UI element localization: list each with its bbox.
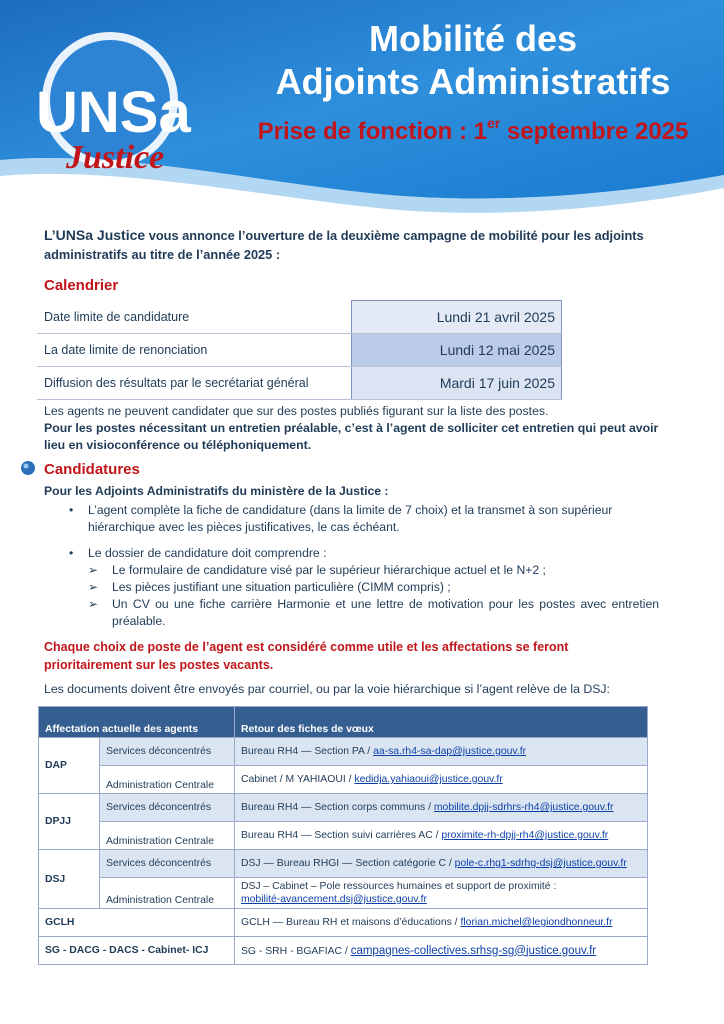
email-link[interactable]: campagnes-collectives.srhsg-sg@justice.gouv.fr xyxy=(350,944,597,957)
subtitle-post: septembre 2025 xyxy=(500,118,689,145)
sub-list-item xyxy=(44,579,659,596)
calendar-table xyxy=(37,300,562,400)
email-link[interactable]: proximite-rh-dpjj-rh4@justice.gouv.fr xyxy=(441,830,609,841)
candidatures-lead: Pour les Adjoints Administratifs du ministère de la Justice : xyxy=(44,484,389,498)
table-row xyxy=(39,822,648,850)
table-row xyxy=(39,878,648,909)
contact-text: Cabinet / M YAHIAOUI / xyxy=(241,774,355,785)
affectation-table xyxy=(38,706,648,965)
table-row xyxy=(39,738,648,766)
org-dpjj: DPJJ xyxy=(39,794,100,850)
table-row xyxy=(39,937,648,965)
notes-line-1: Les agents ne peuvent candidater que sur des postes publiés figurant sur la liste des postes. xyxy=(44,404,549,418)
contact-cell xyxy=(235,937,648,965)
logo-text-justice: Justice xyxy=(66,139,165,176)
table-row xyxy=(39,766,648,794)
calendar-row xyxy=(37,301,562,334)
org-sg: SG - DACG - DACS - Cabinet- ICJ xyxy=(39,937,235,965)
bullet-1-text: L’agent complète la fiche de candidature (dans la limite de 7 choix) et la transmet à son supérieur hiérarchique avec les pièces justificatives, le cas échéant. xyxy=(88,503,613,534)
table-header-row xyxy=(39,707,648,738)
table-row xyxy=(39,794,648,822)
title-line-1: Mobilité des xyxy=(368,18,578,59)
contact-cell xyxy=(235,909,648,937)
calendar-date: Lundi 21 avril 2025 xyxy=(352,301,562,334)
unsa-justice-logo xyxy=(30,20,205,180)
email-link[interactable]: kedidja.yahiaoui@justice.gouv.fr xyxy=(354,774,503,785)
subtitle xyxy=(238,110,708,147)
org-dap: DAP xyxy=(39,738,100,794)
table-row xyxy=(39,909,648,937)
calendar-label: Diffusion des résultats par le secrétariat général xyxy=(37,367,352,400)
notes-line-2: Pour les postes nécessitant un entretien préalable, c’est à l’agent de solliciter cet entretien qui peut avoir lieu en visioconférence ou téléphoniquement. xyxy=(44,421,659,452)
email-link[interactable]: mobilité-avancement.dsj@justice.gouv.fr xyxy=(241,894,427,905)
type-cell: Services déconcentrés xyxy=(100,794,235,822)
bullet-icon: • xyxy=(69,546,74,560)
subtitle-pre: Prise de fonction : 1 xyxy=(257,118,488,145)
calendar-date: Mardi 17 juin 2025 xyxy=(352,367,562,400)
contact-cell xyxy=(235,794,648,822)
col-header-affectation: Affectation actuelle des agents xyxy=(39,707,235,738)
documents-line: Les documents doivent être envoyés par courriel, ou par la voie hiérarchique si l’agent relève de la DSJ: xyxy=(44,682,610,696)
contact-text: GCLH — Bureau RH et maisons d’éducations / xyxy=(241,917,461,928)
calendar-date: Lundi 12 mai 2025 xyxy=(352,334,562,367)
col-header-retour: Retour des fiches de vœux xyxy=(235,707,648,738)
list-item xyxy=(44,502,659,536)
contact-text: DSJ — Bureau RHGI — Section catégorie C / xyxy=(241,858,455,869)
email-link[interactable]: mobilite.dpjj-sdrhrs-rh4@justice.gouv.fr xyxy=(433,802,614,813)
contact-cell xyxy=(235,878,648,909)
contact-cell xyxy=(235,738,648,766)
type-cell: Services déconcentrés xyxy=(100,738,235,766)
priority-paragraph: Chaque choix de poste de l’agent est considéré comme utile et les affectations se feront prioritairement sur les postes vacants. xyxy=(44,640,569,672)
type-cell: Administration Centrale xyxy=(100,766,235,794)
header-banner xyxy=(0,0,724,215)
sub-1-text: Le formulaire de candidature visé par le supérieur hiérarchique actuel et le N+2 ; xyxy=(112,563,546,577)
arrow-icon: ➢ xyxy=(88,597,99,611)
bullet-2-text: Le dossier de candidature doit comprendre : xyxy=(88,546,327,560)
calendar-label: La date limite de renonciation xyxy=(37,334,352,367)
notes-block xyxy=(44,403,664,454)
sub-2-text: Les pièces justifiant une situation particulière (CIMM compris) ; xyxy=(112,580,451,594)
title-line-2: Adjoints Administratifs xyxy=(275,61,671,102)
contact-text: SG - SRH - BGAFIAC / xyxy=(241,945,351,957)
arrow-icon: ➢ xyxy=(88,580,99,594)
sub-list-item xyxy=(44,562,659,579)
email-link[interactable]: pole-c.rhg1-sdrhg-dsj@justice.gouv.fr xyxy=(454,858,627,869)
calendar-label: Date limite de candidature xyxy=(37,301,352,334)
calendar-heading: Calendrier xyxy=(44,277,119,294)
section-bullet-icon xyxy=(18,457,42,479)
intro-lead: L’UNSa Justice xyxy=(44,227,146,243)
calendar-row xyxy=(37,334,562,367)
type-cell: Services déconcentrés xyxy=(100,850,235,878)
sub-3-text: Un CV ou une fiche carrière Harmonie et une lettre de motivation pour les postes avec entretien préalable. xyxy=(112,597,659,628)
bullet-icon: • xyxy=(69,503,74,517)
calendar-row xyxy=(37,367,562,400)
contact-cell xyxy=(235,822,648,850)
contact-cell xyxy=(235,850,648,878)
logo-text-unsa: UNSa xyxy=(36,80,191,145)
contact-text: Bureau RH4 — Section suivi carrières AC / xyxy=(241,830,442,841)
org-gclh: GCLH xyxy=(39,909,235,937)
intro-paragraph xyxy=(44,226,659,264)
candidatures-heading: Candidatures xyxy=(44,461,140,478)
contact-text: DSJ – Cabinet – Pole ressources humaines et support de proximité : xyxy=(241,881,557,892)
email-link[interactable]: florian.michel@legiondhonneur.fr xyxy=(460,917,613,928)
org-dsj: DSJ xyxy=(39,850,100,909)
type-cell: Administration Centrale xyxy=(100,822,235,850)
email-link[interactable]: aa-sa.rh4-sa-dap@justice.gouv.fr xyxy=(373,746,527,757)
contact-text: Bureau RH4 — Section PA / xyxy=(241,746,374,757)
arrow-icon: ➢ xyxy=(88,563,99,577)
contact-cell xyxy=(235,766,648,794)
subtitle-sup: er xyxy=(487,115,501,131)
intro-text: vous annonce l’ouverture de la deuxième campagne de mobilité pour les adjoints administratifs au titre de l’année 2025 : xyxy=(44,228,644,262)
type-cell: Administration Centrale xyxy=(100,878,235,909)
title-block xyxy=(238,18,708,147)
contact-text: Bureau RH4 — Section corps communs / xyxy=(241,802,434,813)
sub-list-item xyxy=(44,596,659,630)
candidatures-body xyxy=(44,483,659,630)
list-item xyxy=(44,545,659,562)
table-row xyxy=(39,850,648,878)
